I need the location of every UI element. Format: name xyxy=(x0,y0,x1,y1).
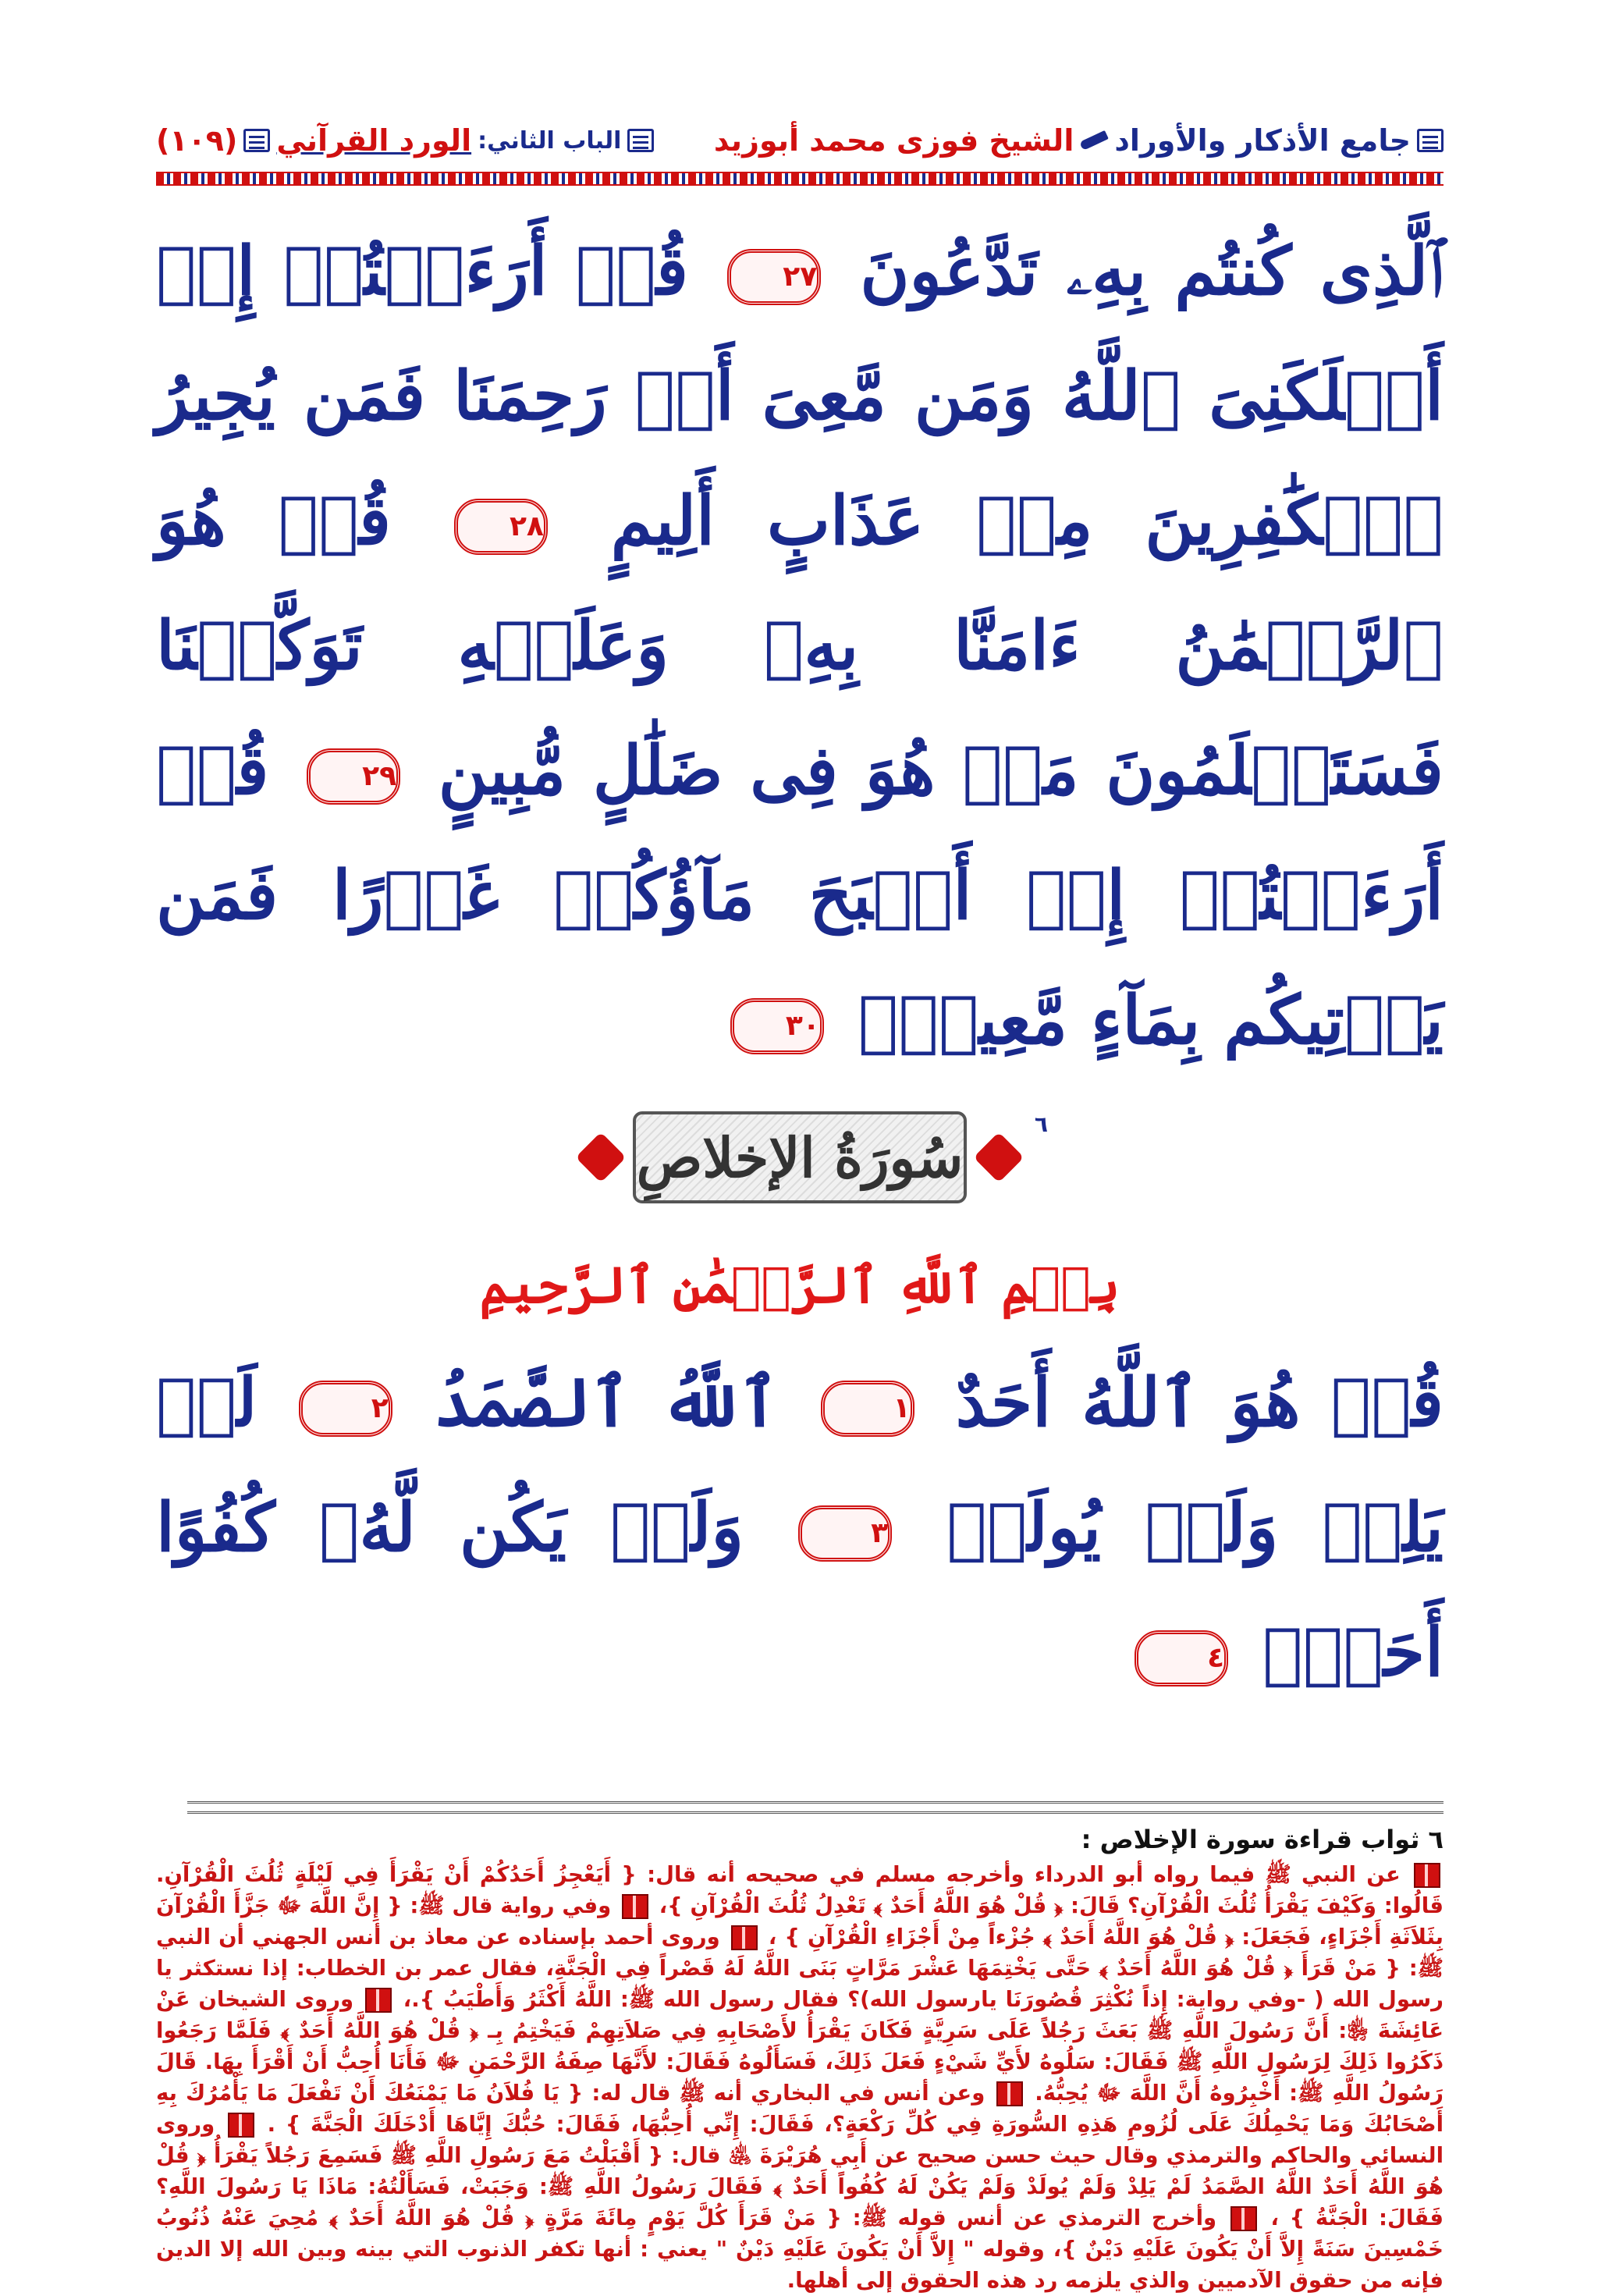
footnote-paragraph: وروى الشيخان عَنْ عَائِشَةَ ﵂: أَنَّ رَسُولَ اللَّهِ ﷺ بَعَثَ رَجُلاً عَلَى سَرِيَّةٍ فَكَانَ يَقْرَأُ لأَصْحَابِهِ فِي صَلاَتِهِمْ فَيَخْتِمُ بِـ ﴿ قُلْ هُوَ اللَّهُ أَحَدٌ ﴾ فَلَمَّا رَجَعُوا ذَكَرُوا ذَلِكَ لِرَسُولِ اللَّهِ ﷺ فَقَالَ: سَلُوهُ لأَيِّ شَيْءٍ فَعَلَ ذَلِكَ، فَسَأَلُوهُ فَقَالَ: لأَنَّهَا صِفَةُ الرَّحْمَنِ ﷻ فَأَنَا أُحِبُّ أَنْ أَقْرَأَ بِهَا. قَالَ رَسُولُ اللَّهِ ﷺ: أَخْبِرُوهُ أَنَّ اللَّهَ ﷻ يُحِبُّهُ. xyxy=(156,1987,1444,2106)
footnote-paragraph: وروى النسائي والحاكم والترمذي وقال حيث حسن صحيح عن أَبِي هُرَيْرَةَ ﵁ قال: { أَقْبَلْتُ مَعَ رَسُولِ اللَّهِ ﷺ فَسَمِعَ رَجُلاً يَقْرَأُ ﴿ قُلْ هُوَ اللَّهُ أَحَدٌ اللَّهُ الصَّمَدُ لَمْ يَلِدْ وَلَمْ يُولَدْ وَلَمْ يَكُنْ لَهُ كُفُواً أَحَدٌ ﴾ فَقَالَ رَسُولُ اللَّهِ ﷺ: وَجَبَتْ، فَسَأَلْتُهُ: مَاذَا يَا رَسُولَ اللَّهِ؟ فَقَالَ: الْجَنَّةُ } ، xyxy=(156,2112,1444,2230)
surah-banner xyxy=(583,1111,1048,1203)
surah-title: سُورَةُ الإخلاصِ xyxy=(633,1111,967,1203)
gift-icon xyxy=(1230,2206,1257,2231)
verse-number-27: ٢٧ xyxy=(727,249,821,305)
verse-text: وَلَمۡ يَكُن لَّهُۥ كُفُوًا أَحَدُۢ xyxy=(156,1488,1444,1692)
ornament-icon xyxy=(973,1132,1024,1182)
page-icon xyxy=(243,129,270,152)
gift-icon xyxy=(1414,1863,1440,1888)
author-name: الشيخ فوزى محمد أبوزيد xyxy=(713,123,1074,158)
verse-text: ٱلَّذِى كُنتُم بِهِۦ تَدَّعُونَ xyxy=(860,232,1444,311)
page-number: (١٠٩) xyxy=(156,123,238,158)
gift-icon xyxy=(365,1988,392,2013)
gift-icon xyxy=(228,2113,254,2138)
footnote-paragraph: وروى أحمد بإسناده عن معاذ بن أنس الجهني أن النبي ﷺ: { مَنْ قَرَأَ ﴿ قُلْ هُوَ اللَّهُ أَحَدٌ ﴾ حَتَّى يَخْتِمَهَا عَشْرَ مَرَّاتٍ بَنَى اللَّهُ لَهُ قَصْراً فِي الْجَنَّةِ، فقال عمر بن الخطاب: إذا نستكثر يا رسول الله ( -وفي رواية: إِذاً نُكْثِرَ قُصُورَنَا يارسول الله)؟ فقال رسول الله ﷺ: اللَّهُ أَكْثَرُ وَأَطْيَبُ }.، xyxy=(156,1925,1444,2012)
footnote-paragraph: وفي رواية قال ﷺ: { إِنَّ اللَّهَ ﷻ جَزَّأَ الْقُرْآنَ بِثَلاَثَةِ أَجْزَاءٍ، فَجَعَلَ: ﴿ قُلْ هُوَ اللَّهُ أَحَدٌ ﴾ جُزْءاً مِنْ أَجْزَاءِ الْقُرْآنِ } ، xyxy=(156,1893,1444,1949)
verses-al-ikhlas xyxy=(156,1341,1444,1715)
verse-text: أَلِيمٍ xyxy=(610,482,716,560)
pen-icon xyxy=(1080,130,1110,151)
chapter-label: الباب الثاني: xyxy=(478,126,622,155)
header-chapter xyxy=(156,123,654,158)
verse-text: قُلۡ هُوَ ٱللَّهُ أَحَدٌ xyxy=(955,1363,1444,1442)
basmala: بِسۡمِ ٱللَّهِ ٱلرَّحۡمَٰنِ ٱلرَّحِيمِ xyxy=(479,1256,1120,1315)
gift-icon xyxy=(996,2081,1023,2106)
verse-text: قُلۡ أَرَءَيۡتُمۡ إِنۡ xyxy=(156,731,1444,935)
footnote-body xyxy=(156,1859,1444,2296)
verse-number-29: ٢٩ xyxy=(307,748,400,805)
verse-text: أَصۡبَحَ مَآؤُكُمۡ غَوۡرًا فَمَن يَأۡتِيكُم بِمَآءٍ مَّعِينِۭ xyxy=(156,856,1444,1060)
verse-text: فَسَتَعۡلَمُونَ مَنۡ هُوَ فِى ضَلَٰلٍ مُّبِينٍ xyxy=(438,731,1444,810)
verse-text: ٱللَّهُ ٱلصَّمَدُ xyxy=(433,1363,779,1442)
verse-text: لَمۡ يَلِدۡ وَلَمۡ xyxy=(156,1363,1444,1567)
page xyxy=(156,117,1444,2296)
header-ornament xyxy=(156,172,1444,186)
verse-number-1: ١ xyxy=(821,1381,914,1437)
verse-number-30: ٣٠ xyxy=(730,998,824,1054)
surah-header xyxy=(156,1099,1444,1216)
verses-al-mulk xyxy=(156,209,1444,1083)
footnote-paragraph: وأخرج الترمذي عن أنس قوله ﷺ: { مَنْ قَرَأَ كُلَّ يَوْمٍ مِائَةَ مَرَّةٍ ﴿ قُلْ هُوَ اللَّهُ أَحَدٌ ﴾ مُحِيَ عَنْهُ ذُنُوبُ خَمْسِينَ سَنَةً إِلاَّ أَنْ يَكُونَ عَلَيْهِ دَيْنٌ }، وقوله " إِلاَّ أَنْ يَكُونَ عَلَيْهِ دَيْنٌ " يعني : أنها تكفر الذنوب التي بينه وبين الله إلا الدين فإنه من حقوق الآدميين والذي يلزمه رد هذه الحقوق إلى أهلها. xyxy=(156,2205,1444,2293)
verse-number-28: ٢٨ xyxy=(454,499,548,555)
verse-number-2: ٢ xyxy=(299,1381,392,1437)
verse-number-4: ٤ xyxy=(1135,1630,1228,1686)
verse-text: قُلۡ هُوَ ٱلرَّحۡمَٰنُ ءَامَنَّا بِهِۦ وَعَلَيۡهِ تَوَكَّلۡنَا xyxy=(156,482,1444,685)
ornament-icon xyxy=(575,1132,626,1182)
verse-text: ٱللَّهُ وَمَن مَّعِىَ أَوۡ رَحِمَنَا فَمَن يُجِيرُ ٱلۡكَٰفِرِينَ مِنۡ عَذَابٍ xyxy=(156,357,1444,560)
header-book xyxy=(714,123,1444,158)
gift-icon xyxy=(622,1894,648,1919)
footnote-paragraph: وعن أنس في البخاري أنه ﷺ قال له: { يَا فُلاَنُ مَا يَمْنَعُكَ أَنْ تَفْعَلَ مَا يَأْمُرُكَ بِهِ أَصْحَابُكَ وَمَا يَحْمِلُكَ عَلَى لُزُومِ هَذِهِ السُّورَةِ فِي كُلِّ رَكْعَةٍ؟، فَقَالَ: إِنِّي أُحِبُّهَا، فَقَالَ: حُبُّكَ إِيَّاهَا أَدْخَلَكَ الْجَنَّةَ } . xyxy=(156,2081,1444,2137)
verse-number-3: ٣ xyxy=(798,1505,892,1562)
document-icon xyxy=(627,129,654,152)
verse-text: يُولَدۡ xyxy=(946,1488,1102,1567)
footnote-title: ٦ ثواب قراءة سورة الإخلاص : xyxy=(1081,1825,1444,1854)
verse-text: قُلۡ أَرَءَيۡتُمۡ إِنۡ أَهۡلَكَنِىَ xyxy=(156,232,1444,435)
footnote-marker: ٦ xyxy=(1034,1111,1048,1137)
gift-icon xyxy=(731,1925,758,1950)
book-title: جامع الأذكار والأوراد xyxy=(1114,123,1411,158)
footnote-divider xyxy=(187,1801,1444,1814)
page-header xyxy=(156,117,1444,164)
footnote-paragraph: عن النبي ﷺ فيما رواه أبو الدرداء وأخرجه مسلم في صحيحه أنه قال: { أَيَعْجِزُ أَحَدُكُمْ أَنْ يَقْرَأَ فِي لَيْلَةٍ ثُلُثَ الْقُرْآنِ. قَالُوا: وَكَيْفَ يَقْرَأُ ثُلُثَ الْقُرْآنِ؟ قَالَ: ﴿ قُلْ هُوَ اللَّهُ أَحَدٌ ﴾ تَعْدِلُ ثُلُثَ الْقُرْآنِ }، xyxy=(156,1862,1444,1918)
section-title: الورد القرآني xyxy=(276,123,472,158)
book-icon xyxy=(1417,129,1444,152)
